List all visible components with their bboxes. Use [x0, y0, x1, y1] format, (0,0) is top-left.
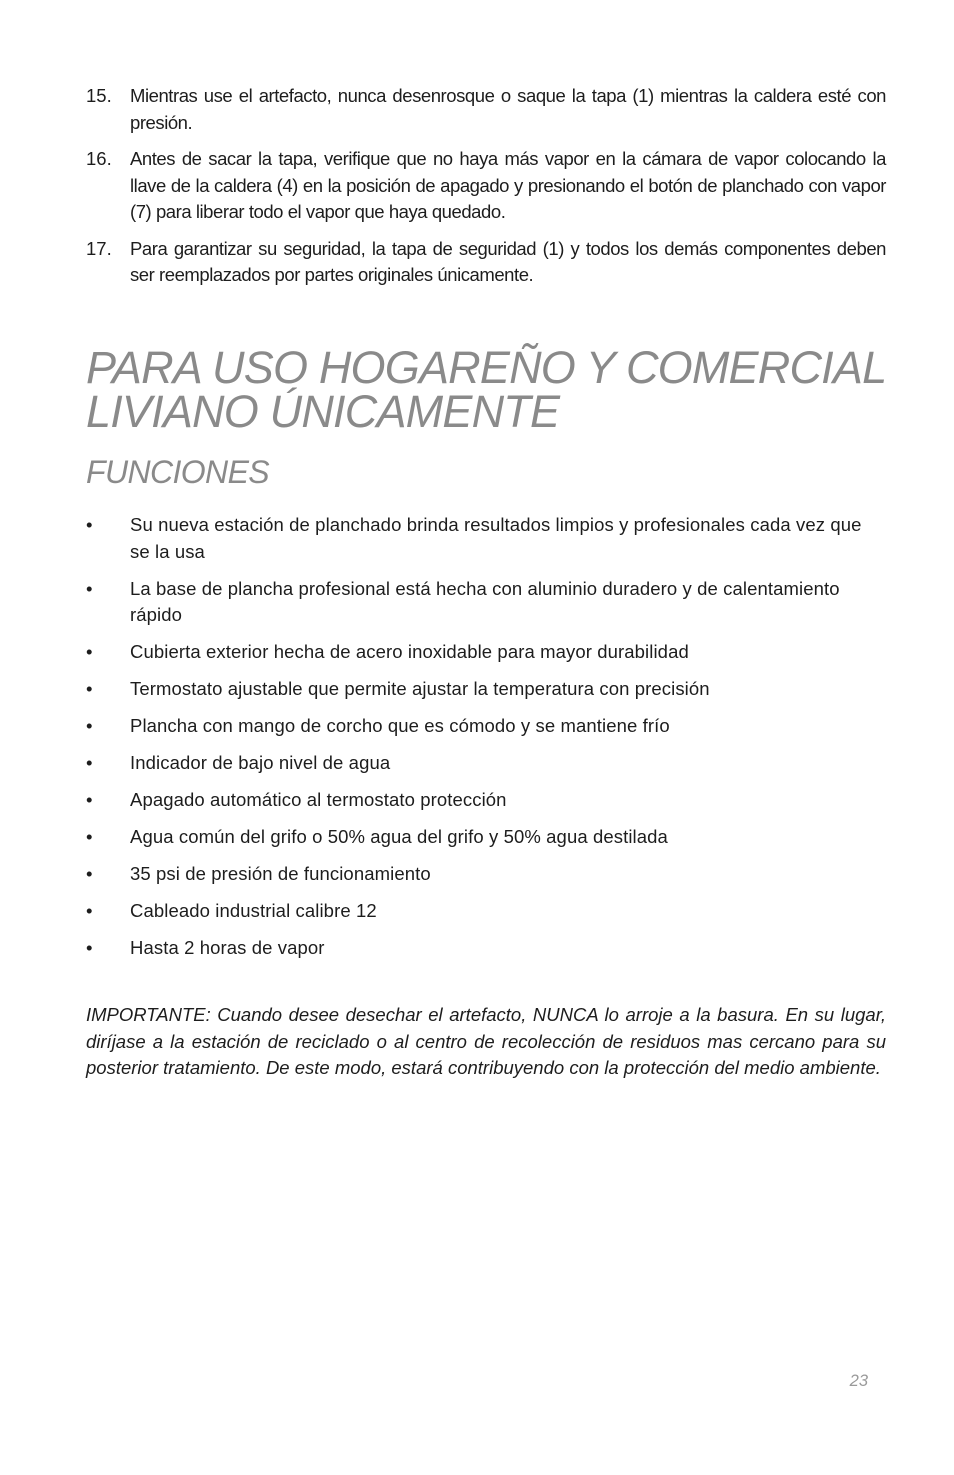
feature-item — [86, 512, 886, 565]
bullet-icon: • — [86, 752, 93, 773]
bullet-icon: • — [86, 678, 93, 699]
item-number: 17. — [86, 237, 112, 259]
bullet-icon: • — [86, 577, 93, 599]
section-subheading: FUNCIONES — [86, 454, 270, 490]
feature-item — [86, 787, 886, 814]
feature-text: Su nueva estación de planchado brinda resultados limpios y profesionales cada vez que se la usa — [130, 514, 862, 562]
feature-item — [86, 576, 886, 629]
item-text: Antes de sacar la tapa, verifique que no haya más vapor en la cámara de vapor colocando la llave de la caldera (4) en la posición de apagado y presionando el botón de planchado con vapor (7) para liberar todo el vapor que haya quedado. — [130, 148, 886, 222]
item-text: Para garantizar su seguridad, la tapa de seguridad (1) y todos los demás componentes deben ser reemplazados por partes originales únicamente. — [130, 237, 886, 285]
numbered-item — [86, 83, 886, 136]
bullet-icon: • — [86, 863, 93, 884]
feature-text: La base de plancha profesional está hecha con aluminio duradero y de calentamiento rápido — [130, 577, 840, 625]
important-note: IMPORTANTE: Cuando desee desechar el artefacto, NUNCA lo arroje a la basura. En su lugar, diríjase a la estación de reciclado o al centro de recolección de residuos mas cercano para su posterior tratamiento. De este modo, estará contribuyendo con la protección del medio ambiente. — [86, 1004, 886, 1078]
feature-text: Indicador de bajo nivel de agua — [130, 752, 391, 773]
bullet-icon: • — [86, 514, 93, 535]
bullet-icon: • — [86, 641, 93, 662]
feature-item — [86, 898, 886, 925]
bullet-icon: • — [86, 900, 93, 921]
feature-text: Agua común del grifo o 50% agua del grifo y 50% agua destilada — [130, 826, 668, 847]
feature-item — [86, 861, 886, 888]
feature-item — [86, 750, 886, 777]
item-number: 15. — [86, 85, 112, 106]
numbered-item — [86, 236, 886, 289]
feature-text: Apagado automático al termostato protección — [130, 789, 507, 810]
feature-item — [86, 713, 886, 740]
item-number: 16. — [86, 148, 112, 169]
numbered-list — [86, 83, 886, 299]
bullet-icon: • — [86, 789, 93, 810]
feature-text: Hasta 2 horas de vapor — [130, 937, 325, 958]
bullet-icon: • — [86, 826, 93, 847]
feature-text: Cableado industrial calibre 12 — [130, 900, 377, 921]
feature-text: 35 psi de presión de funcionamiento — [130, 863, 431, 884]
feature-item — [86, 639, 886, 666]
bullet-icon: • — [86, 937, 93, 958]
item-text: Mientras use el artefacto, nunca desenrosque o saque la tapa (1) mientras la caldera esté con presión. — [130, 85, 886, 133]
feature-text: Cubierta exterior hecha de acero inoxidable para mayor durabilidad — [130, 641, 689, 662]
feature-text: Termostato ajustable que permite ajustar la temperatura con precisión — [130, 678, 710, 699]
feature-item — [86, 935, 886, 962]
page-number: 23 — [849, 1372, 868, 1390]
bullet-icon: • — [86, 715, 93, 736]
feature-item — [86, 676, 886, 703]
section-heading: PARA USO HOGAREÑO Y COMERCIAL LIVIANO ÚNICAMENTE — [86, 342, 886, 437]
numbered-item — [86, 146, 886, 226]
feature-text: Plancha con mango de corcho que es cómodo y se mantiene frío — [130, 715, 670, 736]
feature-item — [86, 824, 886, 851]
features-list — [86, 512, 886, 972]
